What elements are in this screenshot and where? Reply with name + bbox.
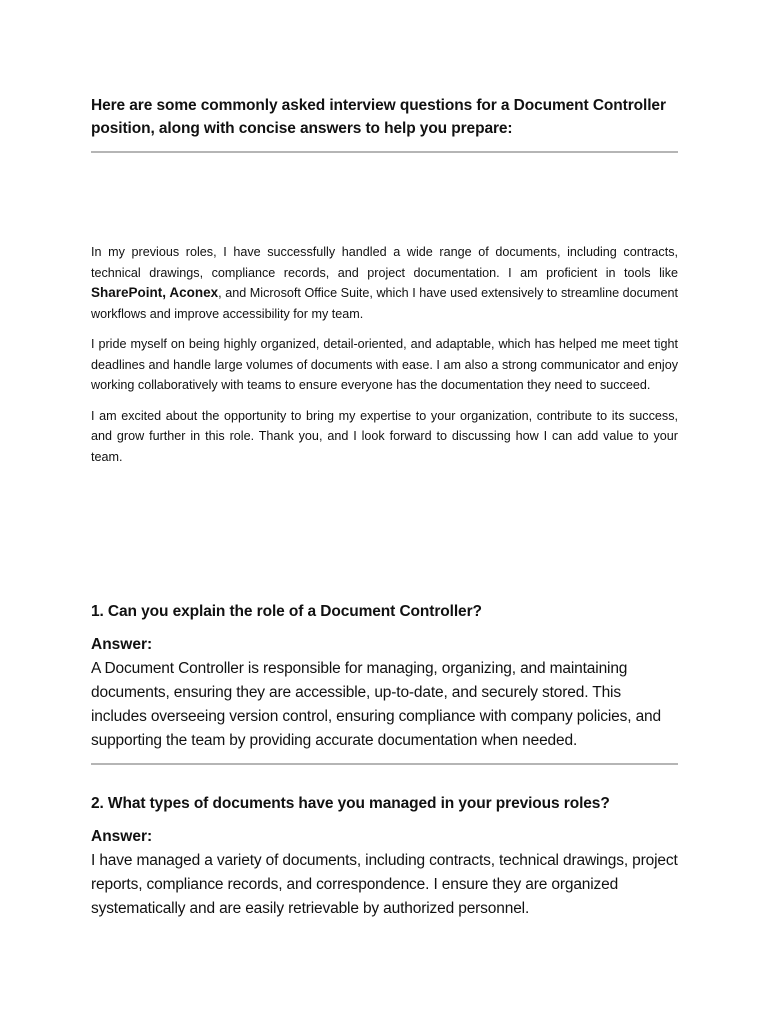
intro-paragraph-1 [91,242,678,324]
answer-text: A Document Controller is responsible for managing, organizing, and maintaining documents, ensuring they are accessible, up-to-date, and securely stored. This includes overseeing version control, ensuring compliance with company policies, and supporting the team by providing accurate documentation when needed. [91,660,661,749]
intro-paragraph-1-text-end: , and Microsoft Office Suite, which I have used extensively to streamline document workflows and improve accessibility for my team. [91,286,678,321]
horizontal-divider [91,151,678,153]
answer-text: I have managed a variety of documents, including contracts, technical drawings, project reports, compliance records, and correspondence. I ensure they are organized systematically and are easily retrievable by authorized personnel. [91,852,678,917]
tool-separator: , [162,285,170,300]
question-title: 2. What types of documents have you managed in your previous roles? [91,795,610,812]
answer-label: Answer: [91,636,153,653]
intro-section [91,242,678,477]
answer-label: Answer: [91,828,153,845]
question-block-1 [91,601,678,753]
intro-paragraph-2: I pride myself on being highly organized, detail-oriented, and adaptable, which has helped me meet tight deadlines and handle large volumes of documents with ease. I am also a strong communicator and enjoy working collaboratively with teams to ensure everyone has the documentation they need to succeed. [91,337,678,392]
tool-name-aconex: Aconex [169,285,219,300]
intro-paragraph-3: I am excited about the opportunity to bring my expertise to your organization, contribute to its success, and grow further in this role. Thank you, and I look forward to discussing how I can add value to your team. [91,408,678,464]
question-block-2 [91,793,678,921]
intro-paragraph-1-text-start: In my previous roles, I have successfully handled a wide range of documents, including contracts, technical drawings, compliance records, and project documentation. I am proficient in tools like [91,245,678,280]
tool-name-sharepoint: SharePoint [91,285,163,300]
question-title: 1. Can you explain the role of a Document Controller? [91,603,482,620]
document-heading: Here are some commonly asked interview questions for a Document Controller position, along with concise answers to help you prepare: [91,97,666,137]
horizontal-divider [91,763,678,765]
